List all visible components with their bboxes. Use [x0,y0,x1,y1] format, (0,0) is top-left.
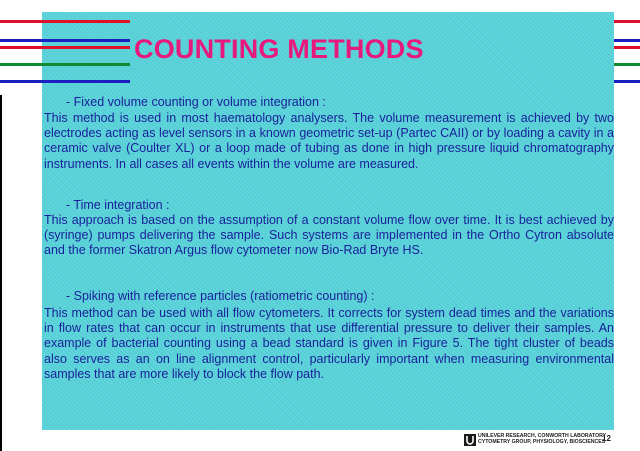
stripe-red-overlay-1 [42,20,130,23]
slide-title: COUNTING METHODS [134,34,424,64]
stripe-green-overlay-1 [42,63,130,66]
section-body-time-integration: This approach is based on the assumption of a constant volume flow over time. It is best achieved by (syringe) pumps delivering the sample. Such systems are implemented in the Ortho Cytron absolute and the former Skatron Argus flow cytometer now Bio-Rad Bryte HS. [44,213,614,258]
footer-line-1: UNILEVER RESEARCH, CONWORTH LABORATORY [478,433,607,439]
unilever-logo-icon [464,434,476,446]
stripe-blue-overlay-2 [42,80,130,83]
section-heading-time-integration: - Time integration : [66,198,170,212]
section-heading-spiking: - Spiking with reference particles (ratiometric counting) : [66,289,375,303]
footer-organisation [478,433,606,445]
stripe-red-overlay-2 [42,46,130,49]
footer-line-2: CYTOMETRY GROUP, PHYSIOLOGY, BIOSCIENCES [478,439,606,445]
stripe-blue-overlay-1 [42,39,130,42]
left-rule [0,95,2,451]
section-body-spiking: This method can be used with all flow cytometers. It corrects for system dead times and the variations in flow rates that can occur in instruments that use differential pressure to deliver their samples. An example of bacterial counting using a bead standard is given in Figure 5. The tight cluster of beads also serves as an on line alignment control, particularly important when measuring environmental samples that are more likely to block the flow path. [44,306,614,381]
page-number: 12 [602,434,611,443]
section-heading-fixed-volume: - Fixed volume counting or volume integration : [66,95,326,109]
section-body-fixed-volume: This method is used in most haematology analysers. The volume measurement is achieved by two electrodes acting as level sensors in a known geometric set-up (Partec CAII) or by loading a cavity in a ceramic valve (Coulter XL) or a loop made of tubing as done in high pressure liquid chromatography instruments. In all cases all events within the volume are measured. [44,111,614,171]
